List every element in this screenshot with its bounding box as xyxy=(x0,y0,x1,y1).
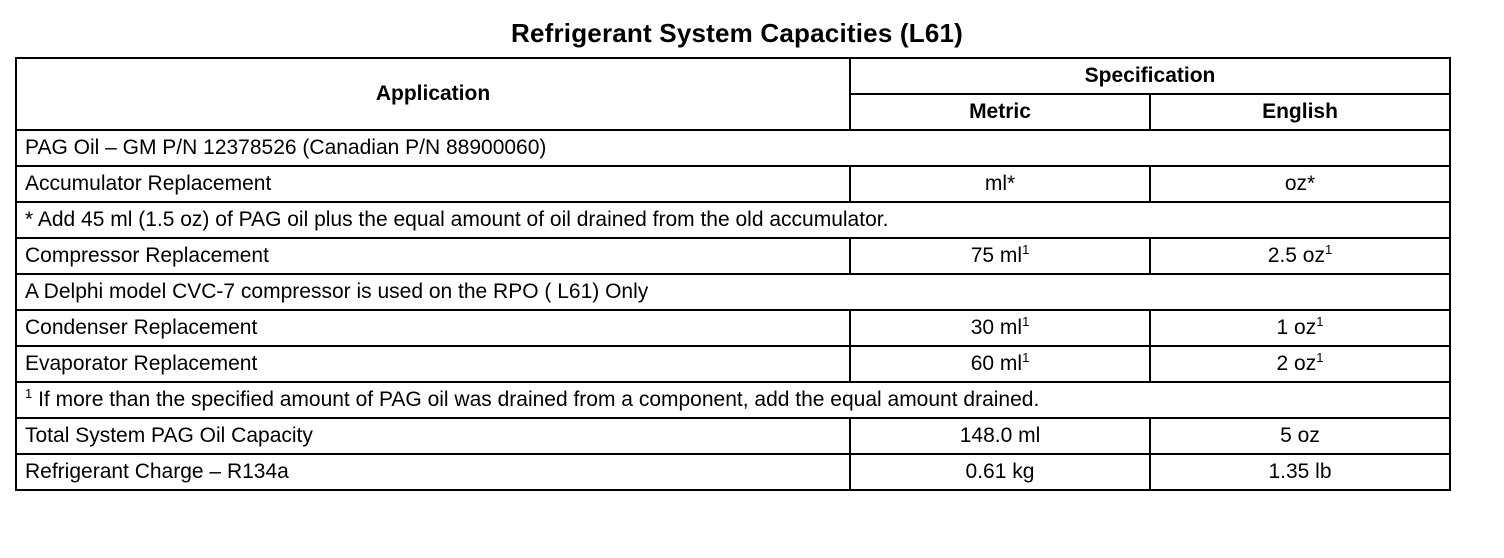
english-value: 2.5 $oz^1$ xyxy=(1150,238,1450,274)
header-row-top xyxy=(16,58,1450,94)
pag-oil-heading: PAG Oil – GM P/N 12378526 (Canadian P/N 88900060) xyxy=(16,130,1450,166)
metric-value: 30 $ml^1$ xyxy=(850,310,1150,346)
table-title: Refrigerant System Capacities (L61) xyxy=(510,18,964,48)
capacities-table xyxy=(15,57,1451,491)
english-value: 1.35 lb xyxy=(1150,454,1450,490)
footnote-marker: 1 xyxy=(1022,350,1030,365)
footnote-marker: 1 xyxy=(1316,350,1324,365)
metric-value: 60 $ml^1$ xyxy=(850,346,1150,382)
column-header-specification: Specification xyxy=(850,58,1450,94)
table-row xyxy=(16,238,1450,274)
column-header-application: Application xyxy=(16,58,850,130)
row-label: Accumulator Replacement xyxy=(16,166,850,202)
delphi-note: A Delphi model CVC-7 compressor is used on the RPO ( L61) Only xyxy=(16,274,1450,310)
table-row xyxy=(16,346,1450,382)
row-label: Refrigerant Charge – R134a xyxy=(16,454,850,490)
english-value: oz* xyxy=(1150,166,1450,202)
row-label: Evaporator Replacement xyxy=(16,346,850,382)
table-row xyxy=(16,382,1450,418)
row-label: Compressor Replacement xyxy=(16,238,850,274)
column-header-english: English xyxy=(1150,94,1450,130)
table-row xyxy=(16,310,1450,346)
column-header-metric: Metric xyxy=(850,94,1150,130)
english-value: 1 $oz^1$ xyxy=(1150,310,1450,346)
footnote-marker: 1 xyxy=(1022,314,1030,329)
footnote-marker: 1 xyxy=(1325,242,1333,257)
metric-value: ml* xyxy=(850,166,1150,202)
row-label: Total System PAG Oil Capacity xyxy=(16,418,850,454)
accumulator-note: * Add 45 ml (1.5 oz) of PAG oil plus the equal amount of oil drained from the old accumulator. xyxy=(16,202,1450,238)
footnote-row: $^1$ If more than the specified amount of PAG oil was drained from a component, add the equal amount drained. xyxy=(16,382,1450,418)
table-row xyxy=(16,274,1450,310)
footnote-marker: 1 xyxy=(1316,314,1324,329)
footnote-marker: 1 xyxy=(1022,242,1030,257)
table-row xyxy=(16,202,1450,238)
metric-value: 0.61 kg xyxy=(850,454,1150,490)
english-value: 5 oz xyxy=(1150,418,1450,454)
metric-value: 75 $ml^1$ xyxy=(850,238,1150,274)
metric-value: 148.0 ml xyxy=(850,418,1150,454)
table-row xyxy=(16,130,1450,166)
english-value: 2 $oz^1$ xyxy=(1150,346,1450,382)
table-row xyxy=(16,418,1450,454)
table-row xyxy=(16,454,1450,490)
row-label: Condenser Replacement xyxy=(16,310,850,346)
footnote-marker: 1 xyxy=(25,386,33,401)
table-row xyxy=(16,166,1450,202)
